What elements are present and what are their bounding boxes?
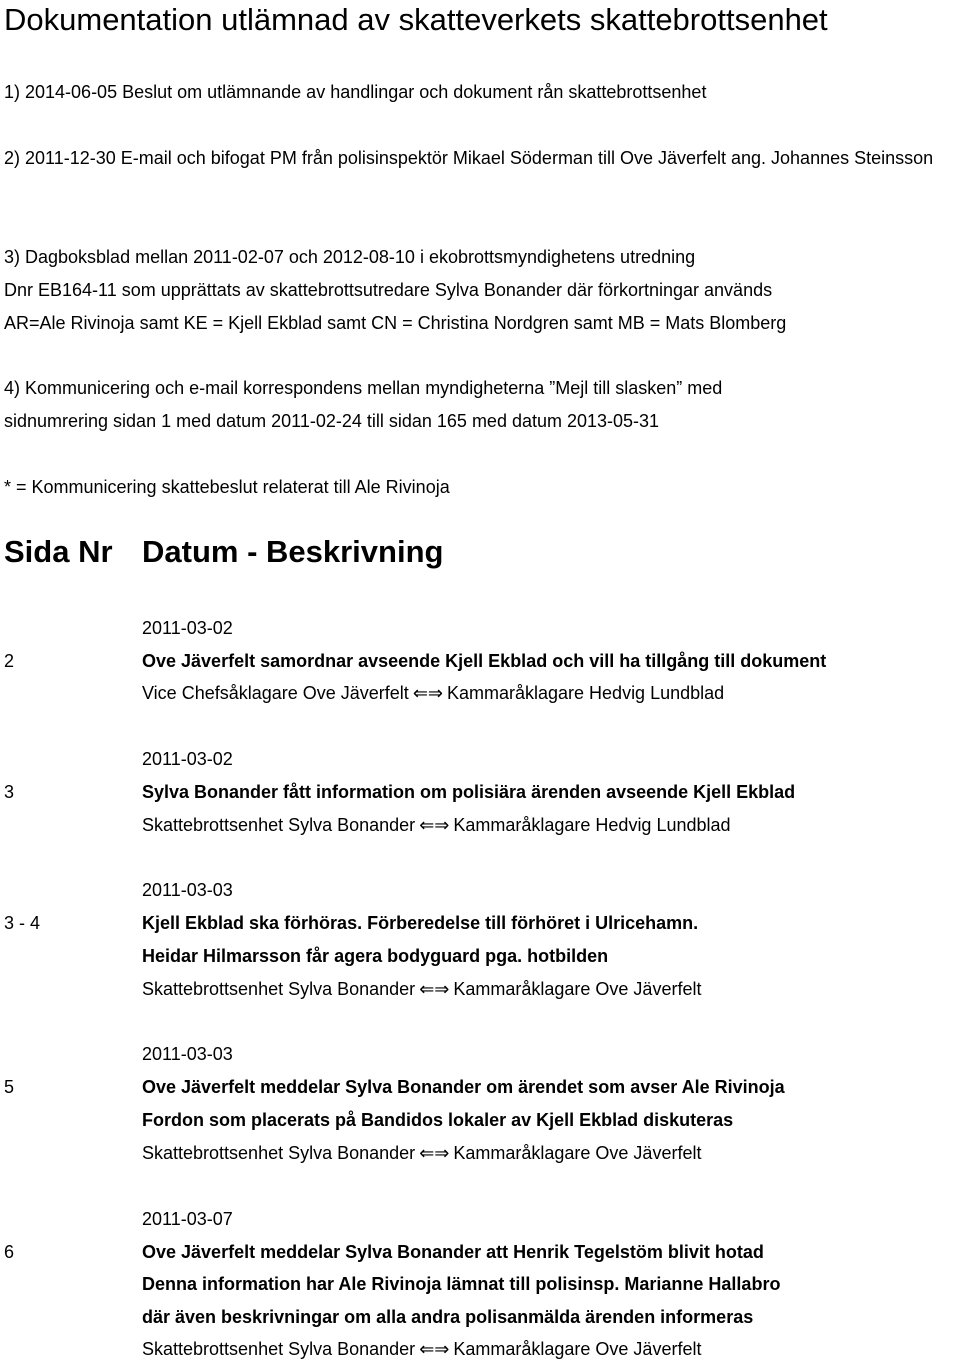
entry-description: Ove Jäverfelt meddelar Sylva Bonander om ärendet som avser Ale Rivinoja xyxy=(142,1077,785,1097)
intro-line-1: 1) 2014-06-05 Beslut om utlämnande av handlingar och dokument rån skattebrottsenhet xyxy=(4,82,707,102)
entry-date: 2011-03-02 xyxy=(142,618,233,638)
entry-to: Kammaråklagare Hedvig Lundblad xyxy=(446,683,725,703)
entry-to: Kammaråklagare Ove Jäverfelt xyxy=(453,979,702,999)
entry-page-number: 6 xyxy=(4,1242,15,1262)
entry-from: Skattebrottsenhet Sylva Bonander xyxy=(142,1339,416,1359)
entry-date: 2011-03-03 xyxy=(142,880,233,900)
double-arrow-icon: ⇐⇒ xyxy=(419,1143,450,1163)
entry-to: Kammaråklagare Ove Jäverfelt xyxy=(453,1339,702,1359)
entry-page-number: 5 xyxy=(4,1077,15,1097)
entry-description: Ove Jäverfelt meddelar Sylva Bonander att Henrik Tegelstöm blivit hotad xyxy=(142,1242,764,1262)
entry-page-number: 2 xyxy=(4,651,15,671)
entry-to: Kammaråklagare Ove Jäverfelt xyxy=(453,1143,702,1163)
entry-date: 2011-03-03 xyxy=(142,1044,233,1064)
entry-description: Fordon som placerats på Bandidos lokaler av Kjell Ekblad diskuteras xyxy=(142,1110,734,1130)
double-arrow-icon: ⇐⇒ xyxy=(419,815,450,835)
entry-parties xyxy=(142,1142,701,1164)
entry-to: Kammaråklagare Hedvig Lundblad xyxy=(453,815,731,835)
entry-parties xyxy=(142,814,731,836)
double-arrow-icon: ⇐⇒ xyxy=(419,979,450,999)
intro-line-5: AR=Ale Rivinoja samt KE = Kjell Ekblad samt CN = Christina Nordgren samt MB = Mats Blomberg xyxy=(4,313,787,333)
intro-line-2: 2) 2011-12-30 E-mail och bifogat PM från polisinspektör Mikael Söderman till Ove Jäverfelt ang. Johannes Steinsson xyxy=(4,148,934,168)
entry-description: Sylva Bonander fått information om polisiära ärenden avseende Kjell Ekblad xyxy=(142,782,796,802)
intro-line-7: sidnumrering sidan 1 med datum 2011-02-24 till sidan 165 med datum 2013-05-31 xyxy=(4,411,660,431)
entry-description: där även beskrivningar om alla andra polisanmälda ärenden informeras xyxy=(142,1307,754,1327)
entry-from: Skattebrottsenhet Sylva Bonander xyxy=(142,1143,416,1163)
entry-description: Ove Jäverfelt samordnar avseende Kjell Ekblad och vill ha tillgång till dokument xyxy=(142,651,827,671)
entry-page-number: 3 xyxy=(4,782,15,802)
entry-parties xyxy=(142,978,701,1000)
entry-from: Skattebrottsenhet Sylva Bonander xyxy=(142,979,416,999)
double-arrow-icon: ⇐⇒ xyxy=(419,1339,450,1359)
intro-line-6: 4) Kommunicering och e-mail korrespondens mellan myndigheterna ”Mejl till slasken” med xyxy=(4,378,723,398)
column-header-description: Datum - Beskrivning xyxy=(142,534,444,569)
entry-parties xyxy=(142,682,724,704)
entry-description: Denna information har Ale Rivinoja lämnat till polisinsp. Marianne Hallabro xyxy=(142,1274,781,1294)
entry-date: 2011-03-02 xyxy=(142,749,233,769)
entry-page-number: 3 - 4 xyxy=(4,913,41,933)
entry-parties xyxy=(142,1338,701,1360)
intro-line-4: Dnr EB164-11 som upprättats av skattebrottsutredare Sylva Bonander där förkortningar används xyxy=(4,280,773,300)
intro-line-3: 3) Dagboksblad mellan 2011-02-07 och 2012-08-10 i ekobrottsmyndighetens utredning xyxy=(4,247,696,267)
document-title: Dokumentation utlämnad av skatteverkets skattebrottsenhet xyxy=(4,2,828,37)
intro-line-8: * = Kommunicering skattebeslut relaterat till Ale Rivinoja xyxy=(4,477,450,497)
entry-description: Heidar Hilmarsson får agera bodyguard pga. hotbilden xyxy=(142,946,609,966)
column-header-page: Sida Nr xyxy=(4,534,113,569)
entry-from: Vice Chefsåklagare Ove Jäverfelt xyxy=(142,683,409,703)
double-arrow-icon: ⇐⇒ xyxy=(412,683,443,703)
entry-from: Skattebrottsenhet Sylva Bonander xyxy=(142,815,416,835)
entry-description: Kjell Ekblad ska förhöras. Förberedelse till förhöret i Ulricehamn. xyxy=(142,913,699,933)
entry-date: 2011-03-07 xyxy=(142,1209,233,1229)
